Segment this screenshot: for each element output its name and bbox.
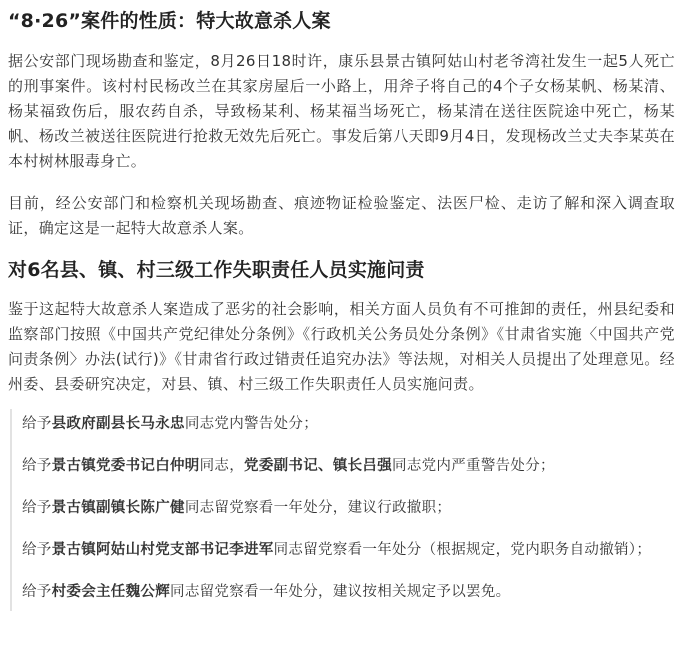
- penalty-person: 村委会主任魏公辉: [51, 584, 171, 600]
- penalty-item: 给予县政府副县长马永忠同志党内警告处分；: [22, 416, 319, 432]
- section-heading-case-nature: “8·26”案件的性质：特大故意杀人案: [8, 10, 331, 32]
- penalty-blockquote: [10, 409, 675, 611]
- penalty-person: 景古镇副镇长陈广健: [51, 500, 185, 516]
- penalty-person: 景古镇党委书记白仲明: [51, 458, 200, 474]
- penalty-item: 给予景古镇党委书记白仲明同志，党委副书记、镇长吕强同志党内严重警告处分；: [22, 458, 555, 474]
- section-heading-accountability: 对6名县、镇、村三级工作失职责任人员实施问责: [8, 259, 425, 281]
- case-conclusion-paragraph: 目前，经公安部门和检察机关现场勘查、痕迹物证检验鉴定、法医尸检、走访了解和深入调查取证，确定这是一起特大故意杀人案。: [8, 194, 675, 237]
- penalty-item: 给予村委会主任魏公辉同志留党察看一年处分，建议按相关规定予以罢免。: [22, 584, 511, 600]
- penalty-person: 党委副书记、镇长吕强: [244, 458, 393, 474]
- penalty-person: 县政府副县长马永忠: [51, 416, 185, 432]
- penalty-item: 给予景古镇副镇长陈广健同志留党察看一年处分，建议行政撤职；: [22, 500, 452, 516]
- penalty-item: 给予景古镇阿姑山村党支部书记李进军同志留党察看一年处分（根据规定，党内职务自动撤销）；: [22, 542, 652, 558]
- penalty-person: 景古镇阿姑山村党支部书记李进军: [51, 542, 274, 558]
- case-description-paragraph: 据公安部门现场勘查和鉴定，8月26日18时许，康乐县景古镇阿姑山村老爷湾社发生一起5人死亡的刑事案件。该村村民杨改兰在其家房屋后一小路上，用斧子将自己的4个子女杨某帆、杨某清、杨某福致伤后，服农药自杀，导致杨某利、杨某福当场死亡，杨某清在送往医院途中死亡，杨某帆、杨改兰被送往医院进行抢救无效先后死亡。事发后第八天即9月4日，发现杨改兰丈夫李某英在本村树林服毒身亡。: [8, 52, 675, 170]
- accountability-paragraph: 鉴于这起特大故意杀人案造成了恶劣的社会影响，相关方面人员负有不可推卸的责任，州县纪委和监察部门按照《中国共产党纪律处分条例》《行政机关公务员处分条例》《甘肃省实施〈中国共产党问责条例〉办法(试行)》《甘肃省行政过错责任追究办法》等法规，对相关人员提出了处理意见。经州委、县委研究决定，对县、镇、村三级工作失职责任人员实施问责。: [8, 300, 675, 393]
